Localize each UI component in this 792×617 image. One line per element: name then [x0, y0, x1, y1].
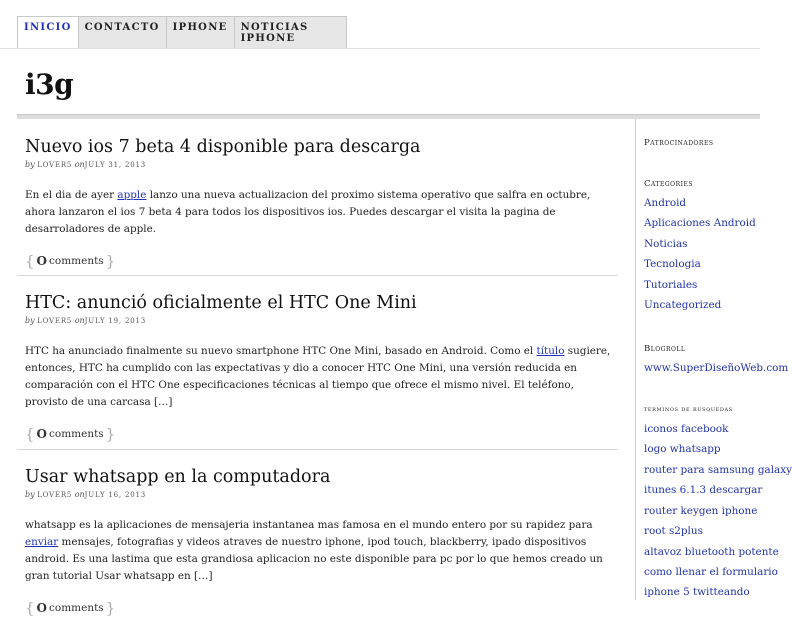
post-meta-by: by [25, 316, 35, 325]
comments-label: comments [49, 255, 104, 267]
left-brace-icon: { [25, 425, 35, 443]
comments-label: comments [49, 602, 104, 614]
search-term-link[interactable]: iconos facebook [644, 423, 729, 435]
blogroll-link[interactable]: www.SuperDiseñoWeb.com [644, 362, 789, 374]
nav-item-iphone[interactable]: IPHONE [167, 16, 235, 49]
post-text: lanzo una nueva actualizacion del proximo sistema operativo que salfra en octubre, ahora lanzaron el ios 7 beta 4 para todos los dispositivos ios. Puedes descargar el visita la pagina de desarroladores de apple. [25, 189, 591, 235]
post-inline-link[interactable]: apple [117, 189, 147, 201]
category-link[interactable]: Tutoriales [644, 279, 698, 291]
post-title[interactable]: HTC: anunció oficialmente el HTC One Mini [25, 293, 417, 313]
post-meta-by: by [25, 490, 35, 499]
post-meta [25, 159, 611, 171]
search-term-link[interactable]: como llenar el formulario [644, 566, 778, 578]
post-author: LOVER5 [37, 317, 73, 325]
nav-item-noticias-iphone[interactable]: NOTICIAS IPHONE [235, 16, 347, 49]
post-title[interactable]: Usar whatsapp en la computadora [25, 467, 331, 487]
comments-count: O [36, 254, 47, 268]
comments-link[interactable] [25, 252, 611, 270]
search-terms-heading: terminos de busquedas [644, 405, 733, 413]
post-meta [25, 489, 611, 501]
post-text: whatsapp es la aplicaciones de mensajeria instantanea mas famosa en el mundo entero por su rapidez para [25, 519, 593, 531]
category-link[interactable]: Noticias [644, 238, 688, 250]
search-term-link[interactable]: root s2plus [644, 525, 703, 537]
right-brace-icon: } [105, 425, 116, 443]
comments-count: O [36, 601, 47, 615]
nav-item-inicio[interactable]: INICIO [17, 16, 79, 49]
post-meta [25, 315, 611, 327]
search-term-link[interactable]: logo whatsapp [644, 443, 721, 455]
post-meta-on: on [74, 316, 85, 325]
left-brace-icon: { [25, 252, 35, 270]
search-term-link[interactable]: router para samsung galaxy [644, 464, 792, 476]
post-inline-link[interactable]: enviar [25, 536, 59, 548]
comments-link[interactable] [25, 599, 611, 617]
comments-link[interactable] [25, 425, 611, 443]
nav-divider [0, 48, 760, 49]
post-excerpt [25, 187, 615, 238]
post-inline-link[interactable]: título [536, 345, 565, 357]
top-nav [17, 16, 347, 49]
post-text: HTC ha anunciado finalmente su nuevo smartphone HTC One Mini, basado en Android. Como el [25, 345, 537, 357]
post-text: mensajes, fotografias y videos atraves de nuestro iphone, ipod touch, blackberry, ipado dispositivos android. Es una lastima que esta grandiosa aplicacion no este disponible para pc por lo que hemos creado un gran tutorial Usar whatsapp en […] [25, 536, 603, 582]
post-text: En el dia de ayer [25, 189, 118, 201]
category-link[interactable]: Aplicaciones Android [644, 217, 756, 229]
post [25, 136, 611, 270]
search-term-link[interactable]: router keygen iphone [644, 505, 758, 517]
blogroll-heading: Blogroll [644, 344, 686, 354]
sponsors-heading: Patrocinadores [644, 138, 714, 148]
nav-item-contacto[interactable]: CONTACTO [79, 16, 167, 49]
comments-label: comments [49, 428, 104, 440]
post-author: LOVER5 [37, 161, 73, 169]
search-term-link[interactable]: itunes 6.1.3 descargar [644, 484, 763, 496]
comments-count: O [36, 427, 47, 441]
post-date: JULY 19, 2013 [84, 317, 146, 325]
post-meta-by: by [25, 160, 35, 169]
sidebar-divider [635, 119, 636, 600]
sidebar [644, 119, 792, 600]
post-date: JULY 16, 2013 [84, 491, 146, 499]
post-date: JULY 31, 2013 [84, 161, 146, 169]
post-meta-on: on [74, 160, 85, 169]
right-brace-icon: } [105, 252, 116, 270]
post-divider [17, 449, 618, 450]
post-author: LOVER5 [37, 491, 73, 499]
post [25, 292, 611, 443]
right-brace-icon: } [105, 599, 116, 617]
category-link[interactable]: Tecnologia [644, 258, 701, 270]
post-title[interactable]: Nuevo ios 7 beta 4 disponible para descarga [25, 137, 421, 157]
left-brace-icon: { [25, 599, 35, 617]
post-meta-on: on [74, 490, 85, 499]
site-title[interactable]: i3g [25, 68, 74, 101]
post-divider [17, 275, 618, 276]
post [25, 466, 611, 617]
categories-heading: Categories [644, 179, 693, 189]
post-excerpt [25, 517, 615, 585]
category-link[interactable]: Uncategorized [644, 299, 722, 311]
category-link[interactable]: Android [644, 197, 687, 209]
search-term-link[interactable]: iphone 5 twitteando [644, 586, 750, 598]
post-text: sugiere, entonces, HTC ha cumplido con las expectativas y dio a conocer HTC One Mini, una versión reducida en comparación con el HTC One especificaciones técnicas al tiempo que ofrece el mismo nivel. El teléfono, provisto de una carcasa […] [25, 345, 611, 408]
post-excerpt [25, 343, 615, 411]
search-term-link[interactable]: altavoz bluetooth potente [644, 546, 779, 558]
